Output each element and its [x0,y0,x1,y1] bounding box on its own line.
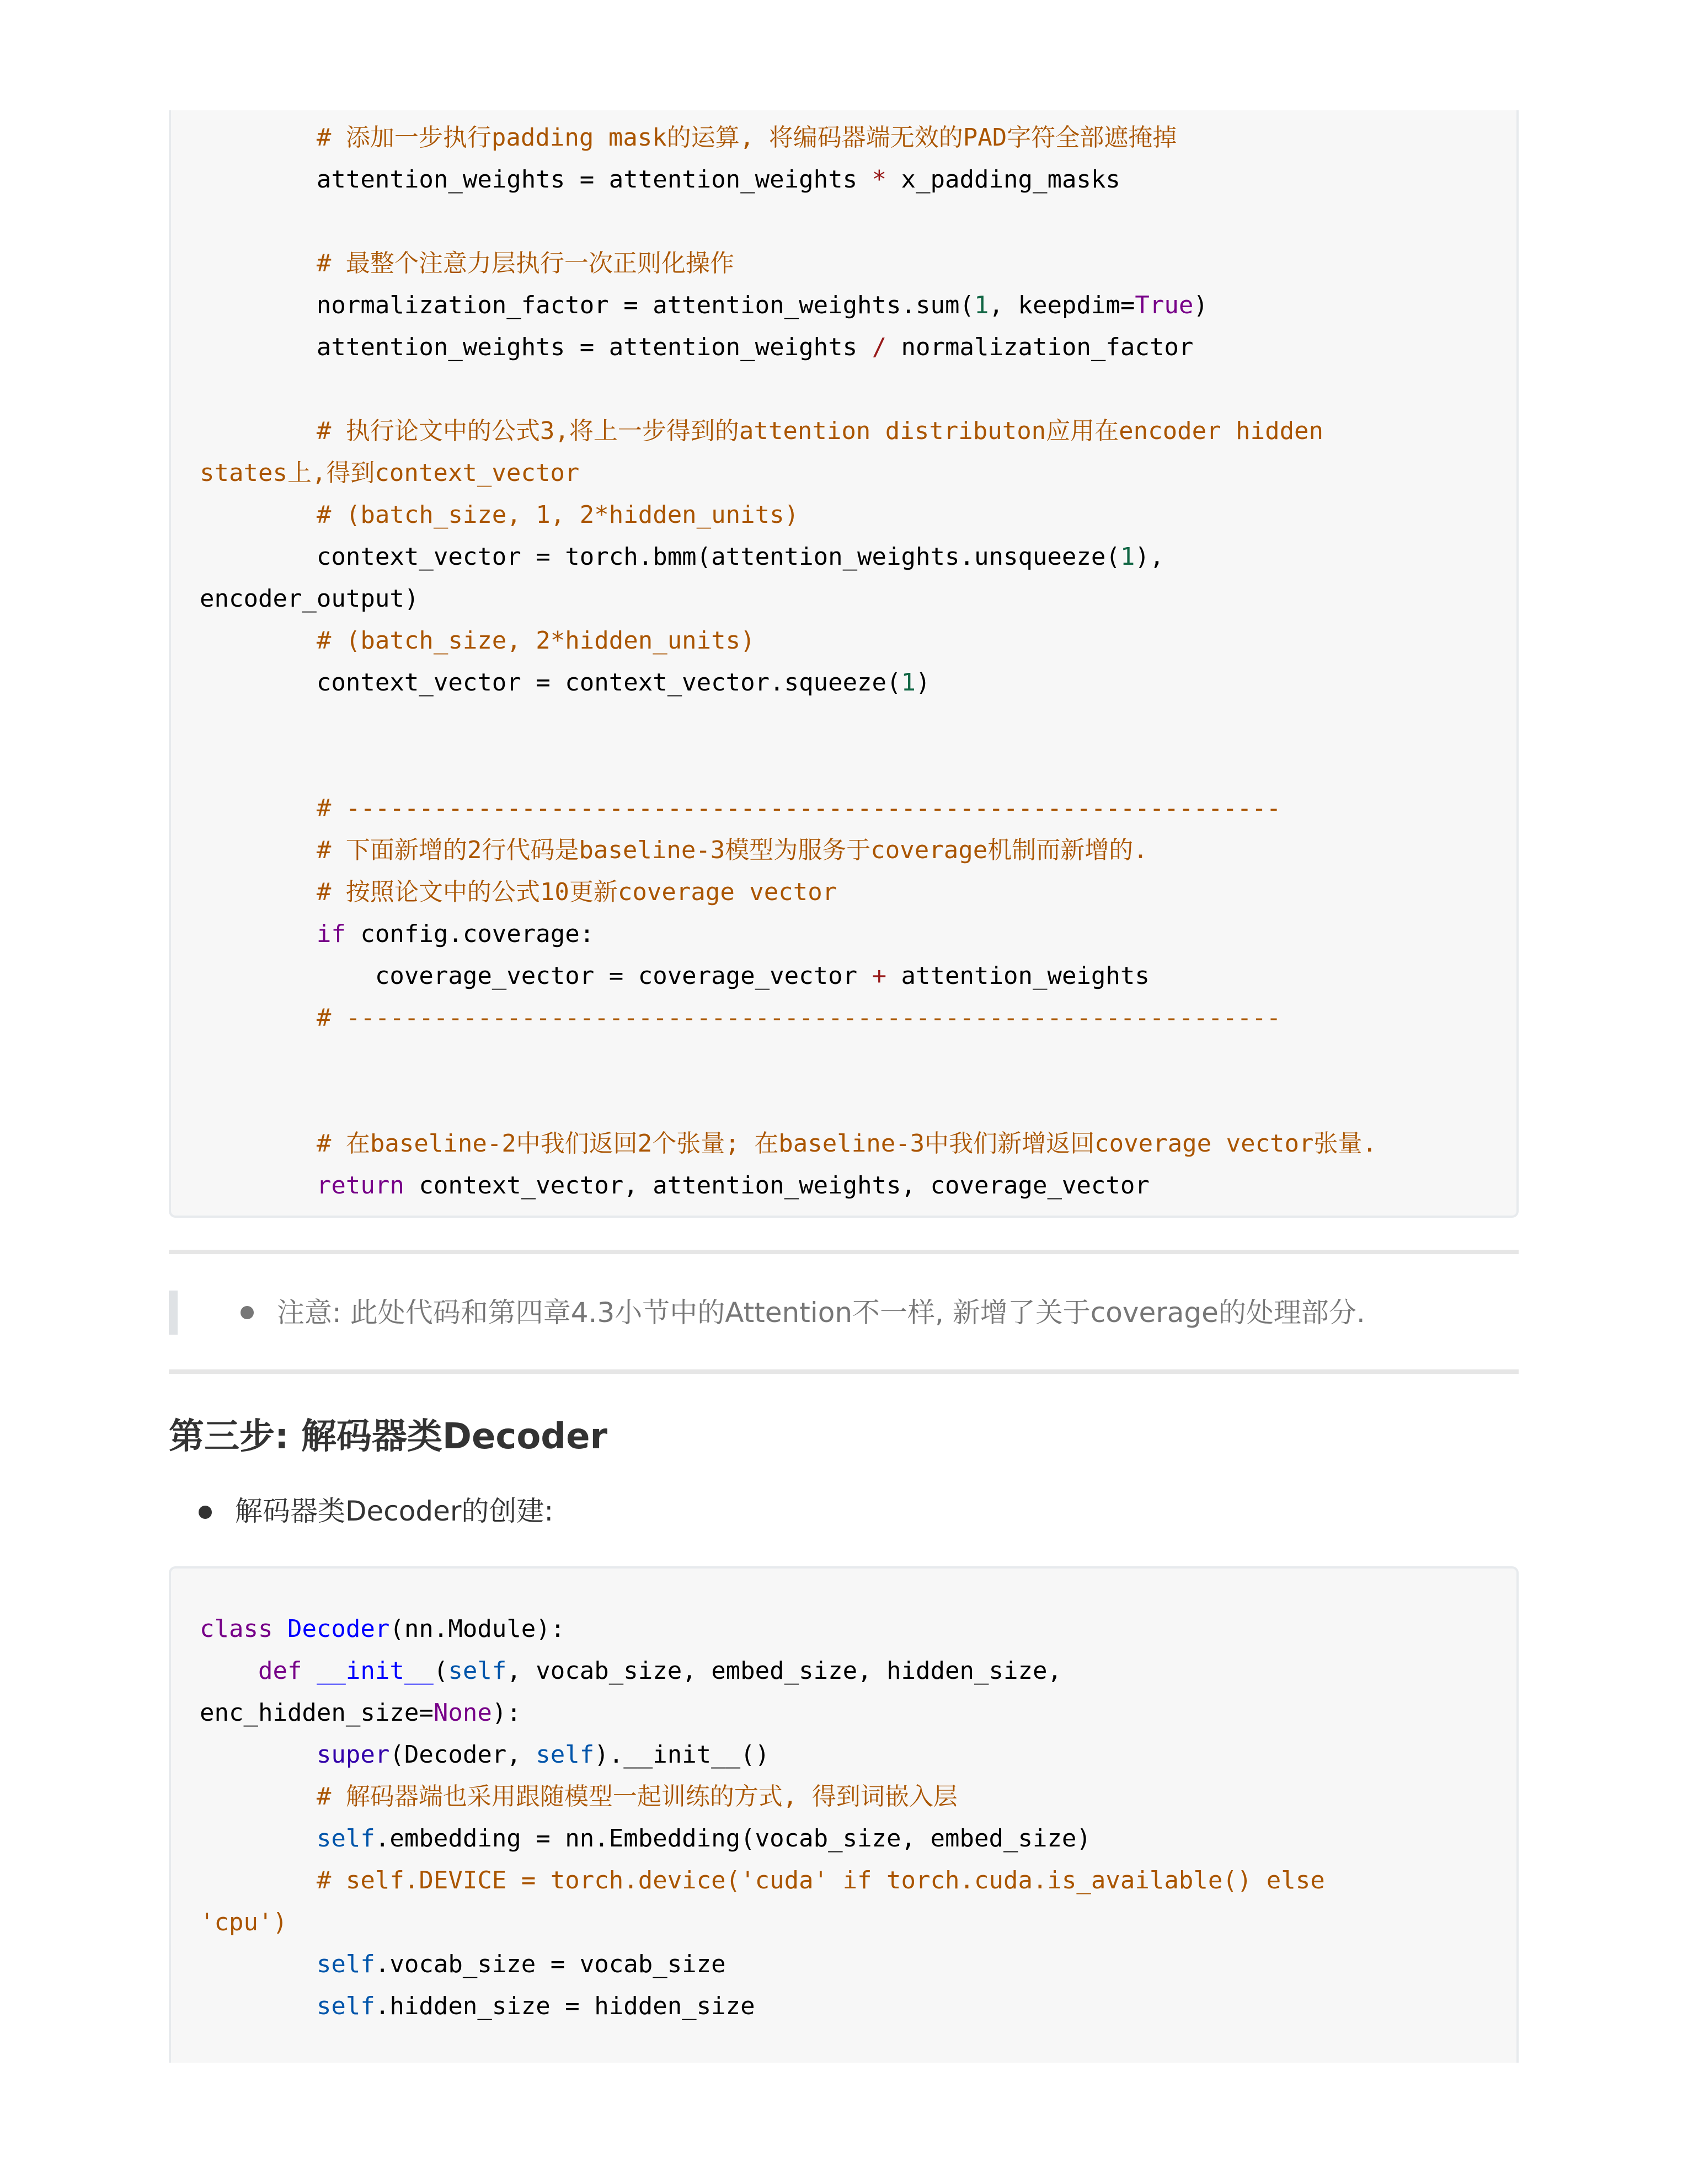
code-token-plain [200,1824,317,1853]
code-line [200,620,1494,662]
code-token-plain: config.coverage: [345,920,595,948]
code-block-decoder [169,1566,1519,2063]
code-lines [200,1608,1494,2027]
code-token-plain: ).__init__() [594,1741,770,1769]
code-token-number: 1 [1120,543,1135,571]
code-token-keyword: if [200,920,346,948]
code-token-op: * [872,165,887,194]
code-token-plain [200,1950,317,1978]
code-token-plain: enc_hidden_size= [200,1699,434,1727]
code-token-plain: context_vector = torch.bmm(attention_weights.unsqueeze( [200,543,1120,571]
code-token-plain: coverage_vector = coverage_vector [200,962,872,990]
code-line [200,746,1494,788]
code-token-comment: 'cpu') [200,1908,287,1936]
code-line [200,704,1494,746]
code-token-self: self [316,1992,375,2020]
code-token-comment: # (batch_size, 1, 2*hidden_units) [200,501,799,529]
code-token-keyword: True [1135,291,1194,319]
code-line [200,410,1494,452]
code-token-plain [200,1741,317,1769]
code-token-plain: attention_weights = attention_weights [200,333,872,361]
code-token-plain: ( [433,1657,448,1685]
code-token-self: self [316,1950,375,1978]
code-token-keyword: class [200,1615,273,1643]
code-line [200,1165,1494,1207]
code-line [200,1692,1494,1734]
code-token-plain: encoder_output) [200,585,419,613]
code-token-comment: # 下面新增的2行代码是baseline-3模型为服务于coverage机制而新增的. [200,836,1148,864]
code-token-plain: x_padding_masks [886,165,1120,194]
divider-bottom [169,1369,1519,1374]
code-line [200,494,1494,536]
bullet-icon [199,1506,212,1519]
code-token-number: 1 [974,291,989,319]
divider-top [169,1250,1519,1254]
code-line [200,1039,1494,1081]
code-token-plain: attention_weights = attention_weights [200,165,872,194]
code-token-keyword: return [200,1171,404,1200]
code-line [200,368,1494,410]
code-line [200,1776,1494,1818]
code-token-plain: .embedding = nn.Embedding(vocab_size, embed_size) [375,1824,1091,1853]
code-lines [200,117,1494,1207]
code-token-plain: ), [1135,543,1164,571]
code-token-comment: # 最整个注意力层执行一次正则化操作 [200,249,734,277]
code-token-comment: states上,得到context_vector [200,459,580,487]
code-token-comment: # ---------------------------------------------------------------- [200,794,1281,822]
code-token-plain: ) [1193,291,1208,319]
blockquote-bar [169,1291,178,1335]
code-line [200,871,1494,913]
code-token-plain: context_vector, attention_weights, coverage_vector [404,1171,1150,1200]
code-token-comment: # self.DEVICE = torch.device('cuda' if torch.cuda.is_available() else [200,1866,1325,1894]
code-line [200,1081,1494,1123]
code-line [200,578,1494,620]
code-line [200,1123,1494,1165]
code-token-plain [273,1615,287,1643]
code-token-def: __init__ [316,1657,434,1685]
code-token-plain: (nn.Module): [389,1615,565,1643]
code-token-plain: ): [492,1699,521,1727]
code-token-builtin: super [316,1741,390,1769]
code-token-plain: .hidden_size = hidden_size [375,1992,755,2020]
code-token-plain [302,1657,317,1685]
bullet-icon [241,1306,254,1319]
code-token-plain: normalization_factor [886,333,1194,361]
code-token-op: / [872,333,887,361]
code-token-plain: .vocab_size = vocab_size [375,1950,726,1978]
code-line [200,955,1494,997]
code-line [200,1944,1494,1985]
code-token-plain: , vocab_size, embed_size, hidden_size, [506,1657,1062,1685]
section-heading: 第三步: 解码器类Decoder [169,1416,608,1457]
code-token-plain: ) [916,668,931,697]
code-line [200,662,1494,704]
code-token-plain [200,1992,317,2020]
code-line [200,1985,1494,2027]
code-line [200,117,1494,159]
code-line [200,829,1494,871]
code-line [200,452,1494,494]
code-line [200,1608,1494,1650]
note-text: 注意: 此处代码和第四章4.3小节中的Attention不一样, 新增了关于coverage的处理部分. [277,1297,1365,1329]
code-line [200,1734,1494,1776]
code-token-comment: # 执行论文中的公式3,将上一步得到的attention distributon应用在encoder hidden [200,417,1324,445]
code-line [200,788,1494,829]
code-token-comment: # 按照论文中的公式10更新coverage vector [200,878,837,906]
code-token-plain: attention_weights [886,962,1150,990]
code-token-plain: , keepdim= [989,291,1135,319]
code-block-attention [169,110,1519,1218]
code-token-plain: normalization_factor = attention_weights.sum( [200,291,974,319]
code-token-self: self [448,1657,507,1685]
code-line [200,913,1494,955]
code-token-comment: # 添加一步执行padding mask的运算, 将编码器端无效的PAD字符全部遮掩掉 [200,124,1177,152]
code-line [200,326,1494,368]
code-line [200,201,1494,243]
code-line [200,997,1494,1039]
code-token-comment: # 在baseline-2中我们返回2个张量; 在baseline-3中我们新增返回coverage vector张量. [200,1130,1377,1158]
code-token-keyword: None [433,1699,492,1727]
code-token-number: 1 [901,668,916,697]
code-token-def: Decoder [287,1615,390,1643]
code-line [200,243,1494,285]
code-token-plain: context_vector = context_vector.squeeze( [200,668,901,697]
code-token-plain: (Decoder, [389,1741,536,1769]
code-line [200,159,1494,201]
code-token-self: self [536,1741,595,1769]
code-line [200,1860,1494,1902]
code-token-self: self [316,1824,375,1853]
code-line [200,1650,1494,1692]
code-line [200,1818,1494,1860]
note-blockquote [169,1291,1519,1335]
code-token-comment: # 解码器端也采用跟随模型一起训练的方式, 得到词嵌入层 [200,1782,958,1811]
code-token-comment: # (batch_size, 2*hidden_units) [200,627,755,655]
list-item-text: 解码器类Decoder的创建: [235,1495,554,1527]
code-line [200,536,1494,578]
code-line [200,1902,1494,1944]
code-token-op: + [872,962,887,990]
code-token-keyword: def [200,1657,302,1685]
code-line [200,285,1494,326]
code-token-comment: # ---------------------------------------------------------------- [200,1004,1281,1032]
